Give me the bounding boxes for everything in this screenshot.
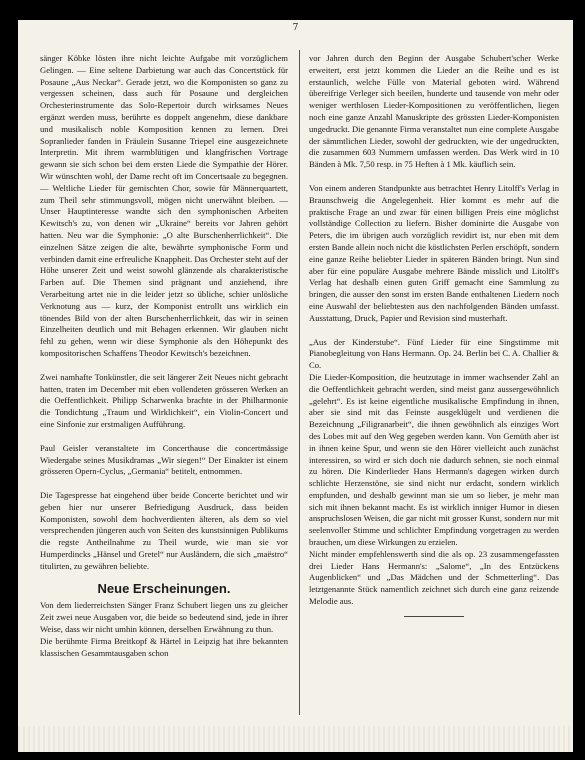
newspaper-page: [18, 20, 573, 752]
section-heading: Neue Erscheinungen.: [97, 580, 231, 596]
end-separator: [404, 616, 464, 617]
right-column: [309, 53, 559, 617]
scharwenka-paragraph: Zwei namhafte Tonkünstler, die seit längerer Zeit Neues nicht gebracht hatten, traten im December mit eben vollendeten grösseren Werken an die Oeffentlichkeit. Philipp Scharwenka brachte in der Philharmonie die Tondichtung „Traum und Wirklichkeit“, ein Violin-Concert und eine Sinfonie zur erstmaligen Aufführung.: [40, 371, 288, 429]
page-number: 7: [292, 23, 299, 33]
page-bottom-edge: [18, 726, 573, 752]
breitkopf-continued-paragraph: vor Jahren durch den Beginn der Ausgabe Schubert'scher Werke erweitert, erst jetzt kommen die Lieder an die Reihe und es ist erstaunlich, welche Fülle von Material geboten wird. Während übereifrige Verleger sich beeilen, hunderte und tausende von mehr oder weniger werthlosen Lieder-Kompositionen zu veröffentlichen, liegen noch eine ganze Anzahl Manuskripte des grössten Lieder-Komponisten ungedruckt. Die genannte Firma veranstaltet nun eine complete Ausgabe der sämmtlichen Lieder, sowohl der gedruckten, wie der ungedruckten, die zusammen 603 Nummern umfassen werden. Das Werk wird in 10 Bänden à Mk. 7,50 resp. in 75 Heften à 1 Mk. käuflich sein.: [309, 53, 559, 170]
breitkopf-paragraph: Die berühmte Firma Breitkopf & Härtel in Leipzig hat ihre bekannten klassischen Gesammtausgaben schon: [40, 635, 288, 658]
op23-paragraph: Nicht minder empfehlenswerth sind die als op. 23 zusammengefassten drei Lieder Hans Hermann's: „Salome“, „In des Entzückens Augenblicken“ und „Das Mädchen und der Schmetterling“. Das letztgenannte Stück namentlich zeichnet sich durch eine ganz reizende Melodie aus.: [309, 548, 559, 607]
kinderstube-title-paragraph: „Aus der Kinderstube“. Fünf Lieder für eine Singstimme mit Pianobegleitung von Hans Hermann. Op. 24. Berlin bei C. A. Challier & Co.: [309, 336, 559, 371]
left-column: [40, 53, 288, 659]
column-divider: [299, 50, 300, 715]
geisler-paragraph: Paul Geisler veranstaltete im Concerthause die concertmässige Wiedergabe seines Musikdramas „Wir siegen!“ Der Einakter ist einem grösseren Opern-Cyclus, „Germania“ betitelt, entnommen.: [40, 442, 288, 477]
schubert-intro-paragraph: Von dem liederreichsten Sänger Franz Schubert liegen uns zu gleicher Zeit zwei neue Ausgaben vor, die beide so bedeutend sind, jede in ihrer Weise, dass wir nicht umhin können, derselben Erwähnung zu thun.: [40, 600, 288, 635]
kinderstube-review-paragraph: Die Lieder-Komposition, die heutzutage in immer wachsender Zahl an die Oeffentlichkeit gebracht werden, sind meist ganz aussergewöhnlich „gelehrt“. Es ist keine eigentliche musikalische Empfindung in ihnen, aber sie sind mit das Feinste ausgeklügelt und verdienen die Bezeichnung „Filigranarbeit“, die ihnen gewöhnlich als einziges Wort des Lobes mit auf den Weg gegeben werden kann. Von Gemüth aber ist in ihnen keine Spur, und wenn sie den Hörer vielleicht auch zunächst interessiren, so wird er sich doch nie dadurch sehnen, sie noch einmal zu hören. Die Kinderlieder Hans Hermann's dagegen wirken durch schlichte Herzenstöne, sie sind nicht nur erdacht, sondern wirklich empfunden, und deshalb gewinnt man sie um so lieber, je mehr man sich mit ihnen bekannt macht. Es ist wirklich inniger Humor in diesen anspruchslosen Weisen, die gar nicht mit grosser Kunst, sondern nur mit seelenvoller Stimme und schlichter Empfindung vorgetragen zu werden brauchen, um diese Wirkungen zu erzielen.: [309, 371, 559, 548]
concert-review-paragraph: sänger Köbke lösten ihre nicht leichte Aufgabe mit vorzüglichem Gelingen. — Eine seltene Darbietung war auch das Concertstück für Posaune „Aus Neckar“. Gerade jetzt, wo die Komponisten so ganz zu vergessen scheinen, dass auch für Posaune und dergleichen Orchesterinstrumente das Solo-Repertoir durch wirksames Neues ergänzt werden muss, berührte es doppelt angenehm, diese dankbare und musikalisch noble Komposition kennen zu lernen. Drei Sopranlieder fanden in Fräulein Susanne Triepel eine ausgezeichnete Interpretin. Mit ihrem warmblütigen und klangfrischen Vortrage gewann sie sich schon bei dem ersten Liede die Sympathie der Hörer. Wir wünschten wohl, der Dame recht oft im Concertsaale zu begegnen. — Weltliche Lieder für gemischten Chor, sowie für Männerquartett, zum Theil sehr stimmungsvoll, mögen nicht unerwähnt bleiben. — Unser Hauptinteresse wandte sich den symphonischen Arbeiten Kewitsch's zu, von denen wir „Ukraine“ bereits vor Jahren gehört hatten. Neu war die Symphonie: „O alte Burschenherrlichkeit“. Die einzelnen Sätze zeigen die alte, bewährte symphonische Form und verbinden damit eine erfreuliche Knappheit. Das Orchester steht auf der Höhe unserer Zeit und weist sowohl glänzende als charakteristische Farben auf. Die Themen sind prägnant und anziehend, ihre Verarbeitung artet nie in die leider jetzt so übliche, schier unlösliche Verknotung aus — kurz, der Komponist entrollt uns wirklich ein tönendes Bild von der alten Burschenherrlichkeit, das wir in seinen Einzelheiten deutlich und mit Behagen erkennen. Wir glauben nicht fehl zu gehen, wenn wir diese Symphonie als den Höhepunkt des kompositorischen Schaffens Theodor Kewitsch's bezeichnen.: [40, 53, 288, 358]
litolff-paragraph: Von einem anderen Standpunkte aus betrachtet Henry Litolff's Verlag in Braunschweig die Angelegenheit. Hier kommt es mehr auf die praktische Frage an und zwar für einen billigen Preis eine möglichst vollständige Collection zu liefern. Bisher dominirte die Ausgabe von Peters, die im übrigen auch vorzüglich revidirt ist, nur eben mit dem ersten Bande allein noch nicht die köstlichsten Perlen erschöpft, sondern eine ganze Reihe beliebter Lieder in späteren Bänden bringt. Nun sind aber für eine populäre Ausgabe mehrere Bände misslich und Litolff's Verlag hat deshalb einen guten Griff gemacht eine Sammlung zu bringen, die ausser den sonst im ersten Bande enthaltenen Liedern noch eine Auswahl der beliebtesten aus den nachfolgenden Bänden umfasst. Ausstattung, Druck, Papier und Revision sind musterhaft.: [309, 182, 559, 323]
press-paragraph: Die Tagespresse hat eingehend über beide Concerte berichtet und wir geben hier nur unserer Befriedigung Ausdruck, dass beiden Komponisten, sowohl dem hochverdienten älteren, als dem so viel versprechenden jüngeren auch von Seiten des kunstsinnigen Publikums die regste Antheilnahme zu Theil wurde, wie man sie vor Humperdincks „Hänsel und Gretel“ nur Ausländern, die sich „maëstro“ titulirten, zu gewähren beliebte.: [40, 490, 288, 571]
